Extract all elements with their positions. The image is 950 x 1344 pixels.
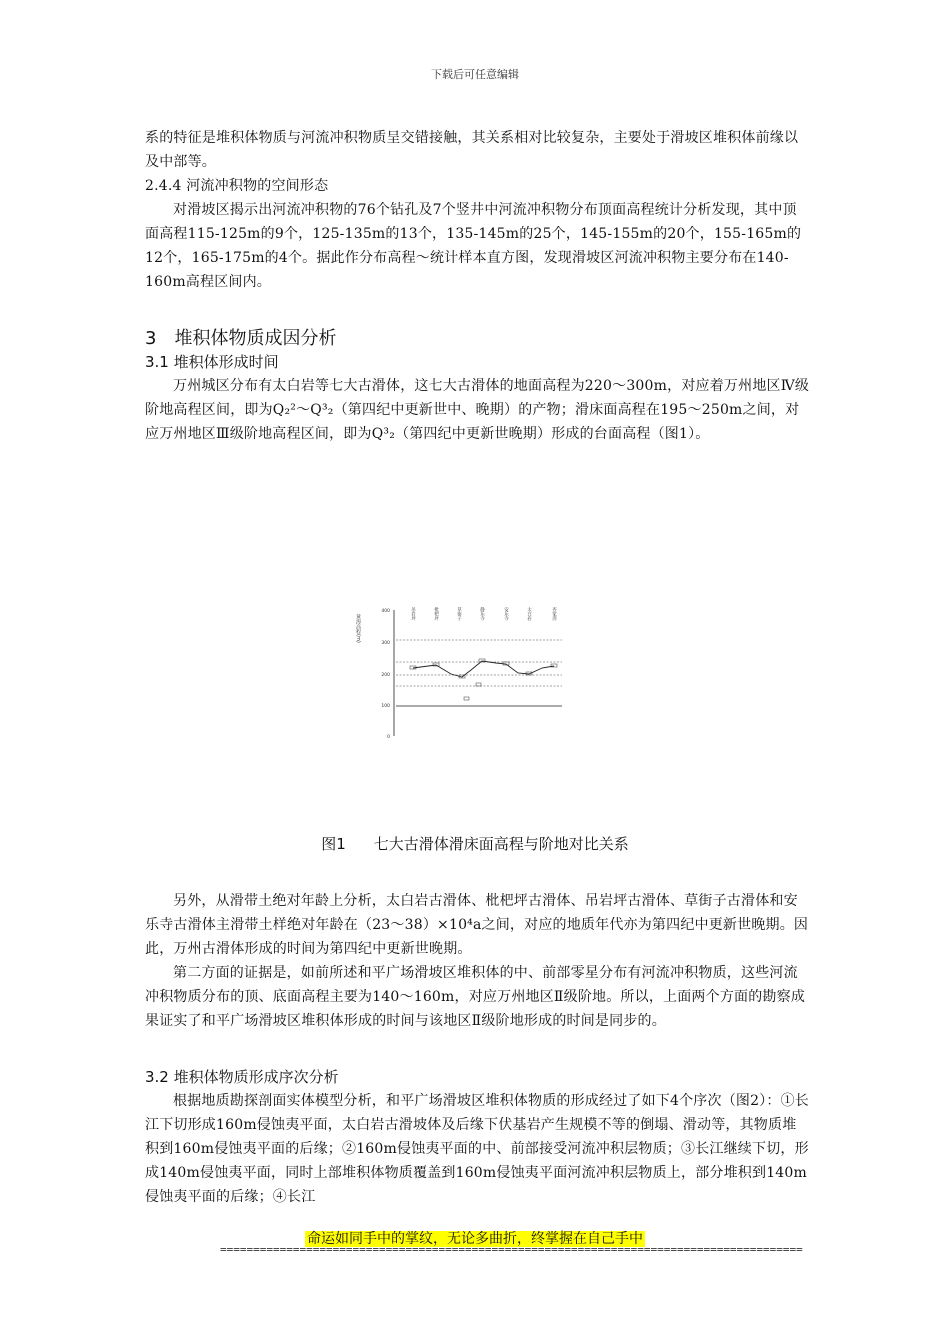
col-label-1: 吊岩坪	[410, 607, 416, 621]
y-tick-0: 0	[387, 735, 390, 740]
y-tick-300: 300	[381, 641, 390, 646]
section-heading-3-2: 3.2 堆积体物质形成序次分析	[145, 1068, 339, 1086]
figure-axis-title: 黄海高程(m)	[355, 614, 361, 643]
page-header: 下载后可任意编辑	[431, 68, 519, 81]
y-tick-100: 100	[381, 704, 390, 709]
caption-label: 图1	[321, 835, 346, 853]
body-block-3-2	[145, 1089, 810, 1209]
slip-bed-profile	[413, 661, 554, 677]
marker-8	[476, 683, 481, 686]
caption-title: 七大古滑体滑床面高程与阶地对比关系	[373, 835, 629, 853]
marker-9	[464, 697, 469, 700]
figure-caption	[0, 833, 950, 854]
footer-rule: ========================================================================================	[220, 1243, 803, 1256]
footer-motto-text: 命运如同手中的掌纹，无论多曲折，终掌握在自己手中	[307, 1231, 643, 1247]
col-label-7: 杏家湾	[551, 607, 557, 621]
paragraph-second-evidence: 第二方面的证据是，如前所述和平广场滑坡区堆积体的中、前部零星分布有河流冲积物质，这些河流冲积物质分布的顶、底面高程主要为140～160m，对应万州地区Ⅱ级阶地。所以，上面两个方面的勘察成果证实了和平广场滑坡区堆积体形成的时间与该地区Ⅱ级阶地形成的时间是同步的。	[145, 965, 806, 1029]
paragraph-formation-time: 万州城区分布有太白岩等七大古滑体，这七大古滑体的地面高程为220～300m，对应着万州地区Ⅳ级阶地高程区间，即为Q₂²～Q³₂（第四纪中更新世中、晚期）的产物；滑床面高程在195～250m之间，对应万州地区Ⅲ级阶地高程区间，即为Q³₂（第四纪中更新世晚期）形成的台面高程（图1）。	[145, 378, 810, 442]
y-tick-400: 400	[381, 609, 390, 614]
col-label-6: 太白岩	[526, 607, 532, 621]
paragraph-alluvium-stats: 对滑坡区揭示出河流冲积物的76个钻孔及7个竖井中河流冲积物分布顶面高程统计分析发现，其中顶面高程115-125m的9个，125-135m的13个，135-145m的25个，145-155m的20个，155-165m的12个，165-175m的4个。据此作分布高程～统计样本直方图，发现滑坡区河流冲积物主要分布在140-160m高程区间内。	[145, 202, 802, 290]
figure-elevation-chart	[356, 604, 566, 744]
paragraph-continuation: 系的特征是堆积体物质与河流冲积物质呈交错接触，其关系相对比较复杂，主要处于滑坡区堆积体前缘以及中部等。	[145, 130, 799, 170]
col-label-3: 草街子	[456, 607, 462, 621]
col-label-4: 静乐寺	[479, 607, 485, 621]
y-tick-200: 200	[381, 673, 390, 678]
body-block-evidence	[145, 889, 810, 1033]
body-block-3-1	[145, 374, 810, 446]
section-heading-3-1: 3.1 堆积体形成时间	[145, 353, 279, 371]
section-heading-3: 3 堆积体物质成因分析	[145, 328, 337, 349]
col-label-5: 安乐寺	[503, 607, 509, 621]
col-label-2: 枇杷坪	[433, 607, 439, 621]
subsection-heading-2-4-4: 2.4.4 河流冲积物的空间形态	[145, 178, 329, 194]
paragraph-absolute-age: 另外，从滑带土绝对年龄上分析，太白岩古滑体、枇杷坪古滑体、吊岩坪古滑体、草街子古滑体和安乐寺古滑体主滑带土样绝对年龄在（23～38）×10⁴a之间，对应的地质年代亦为第四纪中更新世晚期。因此，万州古滑体形成的时间为第四纪中更新世晚期。	[145, 893, 809, 957]
body-block-top	[145, 126, 810, 294]
paragraph-formation-sequence: 根据地质勘探剖面实体模型分析，和平广场滑坡区堆积体物质的形成经过了如下4个序次（图2）：①长江下切形成160m侵蚀夷平面，太白岩古滑坡体及后缘下伏基岩产生规模不等的倒塌、滑动等，其物质堆积到160m侵蚀夷平面的后缘；②160m侵蚀夷平面的中、前部接受河流冲积层物质；③长江继续下切，形成140m侵蚀夷平面，同时上部堆积体物质覆盖到160m侵蚀夷平面河流冲积层物质上，部分堆积到140m侵蚀夷平面的后缘；④长江	[145, 1093, 810, 1205]
